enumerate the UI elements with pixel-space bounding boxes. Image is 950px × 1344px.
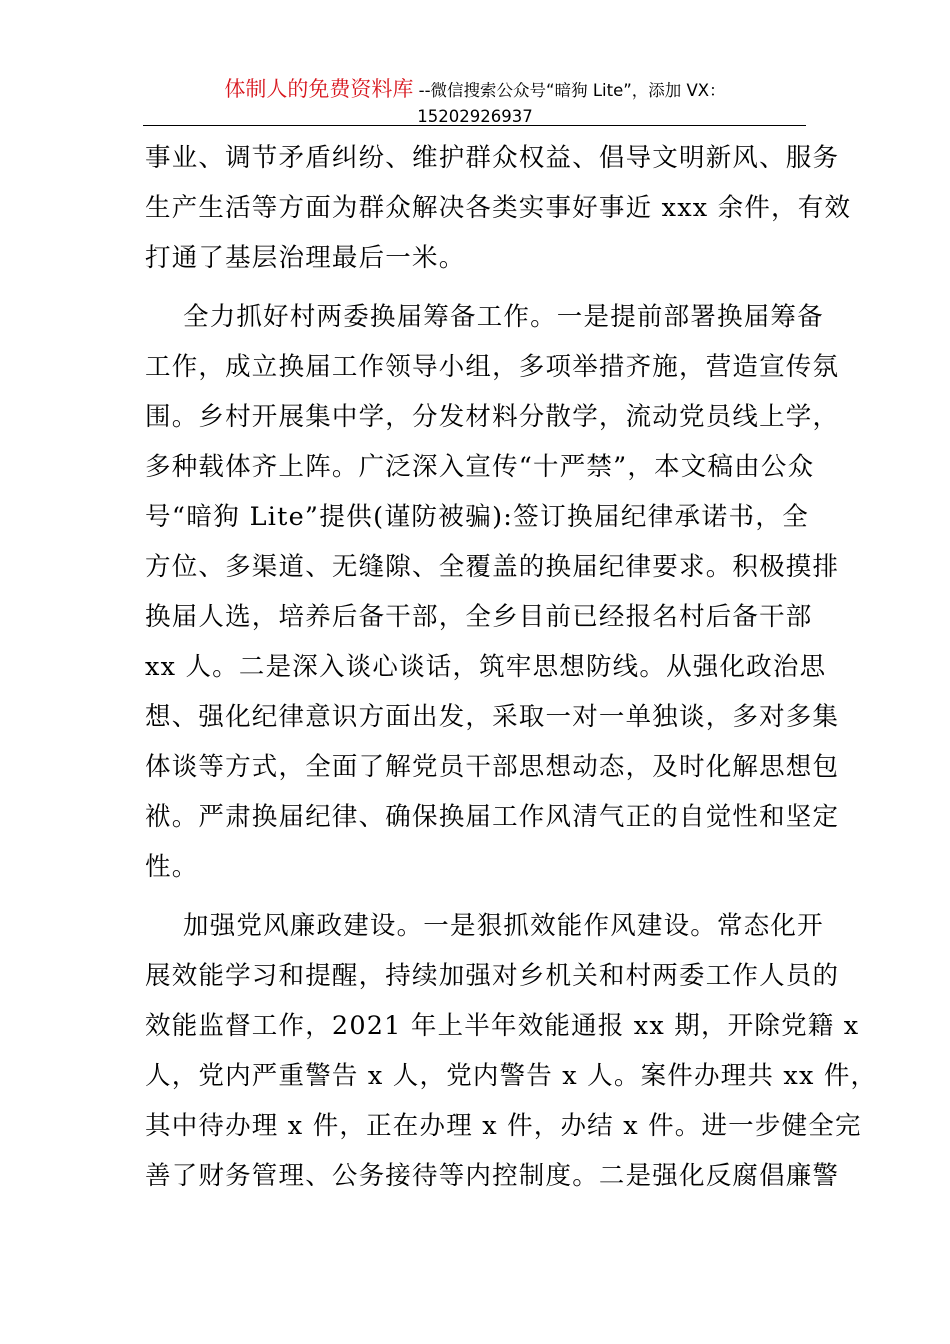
text-line: 善了财务管理、公务接待等内控制度。二是强化反腐倡廉警	[145, 1161, 840, 1191]
text-line: 方位、多渠道、无缝隙、全覆盖的换届纪律要求。积极摸排	[145, 552, 840, 582]
text-line: 加强党风廉政建设。一是狠抓效能作风建设。常态化开	[183, 911, 824, 941]
text-line: 工作，成立换届工作领导小组，多项举措齐施，营造宣传氛	[145, 352, 840, 382]
text-line: 全力抓好村两委换届筹备工作。一是提前部署换届筹备	[183, 302, 824, 332]
document-body	[145, 133, 878, 1201]
text-line: 效能监督工作，2021 年上半年效能通报 xx 期，开除党籍 x	[145, 1011, 860, 1041]
paragraph-3	[145, 901, 878, 1201]
page-header	[143, 76, 807, 130]
text-line: 人，党内严重警告 x 人，党内警告 x 人。案件办理共 xx 件，	[145, 1061, 878, 1091]
text-line: 性。	[145, 852, 199, 882]
header-line-1	[143, 76, 807, 104]
text-line: 生产生活等方面为群众解决各类实事好事近 xxx 余件，有效	[145, 193, 852, 223]
text-line: 展效能学习和提醒，持续加强对乡机关和村两委工作人员的	[145, 961, 840, 991]
text-line: 多种载体齐上阵。广泛深入宣传“十严禁”，本文稿由公众	[145, 452, 815, 482]
text-line: 换届人选，培养后备干部，全乡目前已经报名村后备干部	[145, 602, 813, 632]
text-line: 打通了基层治理最后一米。	[145, 243, 466, 273]
text-line: 想、强化纪律意识方面出发，采取一对一单独谈，多对多集	[145, 702, 840, 732]
header-divider	[143, 125, 806, 126]
text-line: 事业、调节矛盾纠纷、维护群众权益、倡导文明新风、服务	[145, 143, 840, 173]
text-line: 围。乡村开展集中学，分发材料分散学，流动党员线上学，	[145, 402, 840, 432]
text-line: 袱。严肃换届纪律、确保换届工作风清气正的自觉性和坚定	[145, 802, 840, 832]
text-line: 其中待办理 x 件，正在办理 x 件，办结 x 件。进一步健全完	[145, 1111, 862, 1141]
paragraph-1	[145, 133, 852, 283]
contact-number: 15202926937	[417, 107, 533, 126]
brand-title: 体制人的免费资料库	[224, 77, 414, 101]
paragraph-2	[145, 292, 840, 892]
text-line: xx 人。二是深入谈心谈话，筑牢思想防线。从强化政治思	[145, 652, 827, 682]
text-line: 号“暗狗 Lite”提供(谨防被骗):签订换届纪律承诺书，全	[145, 502, 809, 532]
contact-text: --微信搜索公众号“暗狗 Lite”，添加 VX：	[413, 81, 726, 100]
text-line: 体谈等方式，全面了解党员干部思想动态，及时化解思想包	[145, 752, 840, 782]
